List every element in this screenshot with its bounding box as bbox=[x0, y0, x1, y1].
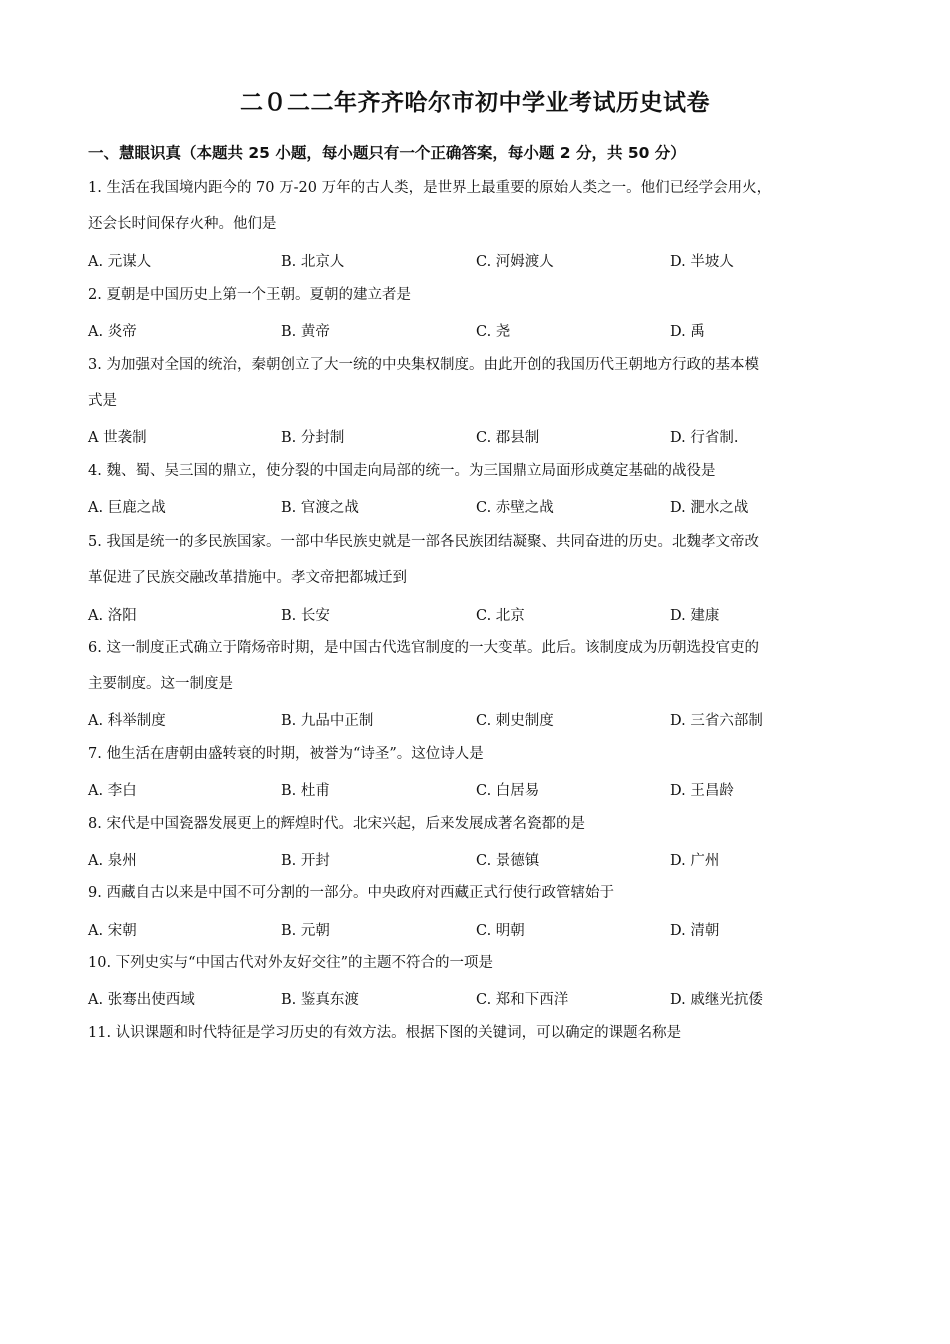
question-5-stem bbox=[88, 524, 863, 596]
question-2-option-a[interactable]: A. 炎帝 bbox=[88, 324, 137, 340]
question-1-line-1: 1. 生活在我国境内距今的 70 万-20 万年的古人类，是世界上最重要的原始人类之一。他们已经学会用火， bbox=[88, 180, 772, 196]
question-8-option-a[interactable]: A. 泉州 bbox=[88, 853, 137, 869]
question-6-option-a[interactable]: A. 科举制度 bbox=[88, 713, 166, 729]
question-1-option-c[interactable]: C. 河姆渡人 bbox=[476, 254, 554, 270]
question-3-stem bbox=[88, 347, 863, 419]
question-3-line-1: 3. 为加强对全国的统治，秦朝创立了大一统的中央集权制度。由此开创的我国历代王朝地方行政的基本模 bbox=[88, 357, 759, 373]
question-9-option-d[interactable]: D. 清朝 bbox=[670, 923, 720, 939]
question-5-line-1: 5. 我国是统一的多民族国家。一部中华民族史就是一部各民族团结凝聚、共同奋进的历史。北魏孝文帝改 bbox=[88, 534, 759, 550]
question-7-stem bbox=[88, 736, 863, 772]
question-7-line-1: 7. 他生活在唐朝由盛转衰的时期，被誉为“诗圣”。这位诗人是 bbox=[88, 746, 484, 762]
question-3-option-b[interactable]: B. 分封制 bbox=[281, 430, 345, 446]
question-4-option-c[interactable]: C. 赤壁之战 bbox=[476, 500, 554, 516]
section-heading: 一、慧眼识真（本题共 25 小题，每小题只有一个正确答案，每小题 2 分，共 50 分） bbox=[88, 144, 686, 162]
question-8-option-d[interactable]: D. 广州 bbox=[670, 853, 720, 869]
question-9-stem bbox=[88, 875, 863, 911]
question-8-option-b[interactable]: B. 开封 bbox=[281, 853, 330, 869]
question-5-option-b[interactable]: B. 长安 bbox=[281, 608, 330, 624]
question-4-option-d[interactable]: D. 淝水之战 bbox=[670, 500, 749, 516]
question-10-stem bbox=[88, 945, 863, 981]
question-3-option-a[interactable]: A 世袭制 bbox=[88, 430, 147, 446]
question-1-option-a[interactable]: A. 元谋人 bbox=[88, 254, 152, 270]
question-10-option-d[interactable]: D. 戚继光抗倭 bbox=[670, 992, 763, 1008]
question-8-stem bbox=[88, 806, 863, 842]
question-6-option-b[interactable]: B. 九品中正制 bbox=[281, 713, 374, 729]
question-1-options bbox=[88, 250, 868, 274]
question-8-option-c[interactable]: C. 景德镇 bbox=[476, 853, 540, 869]
question-2-option-c[interactable]: C. 尧 bbox=[476, 324, 511, 340]
question-4-option-b[interactable]: B. 官渡之战 bbox=[281, 500, 359, 516]
question-11-line-1: 11. 认识课题和时代特征是学习历史的有效方法。根据下图的关键词，可以确定的课题名称是 bbox=[88, 1025, 682, 1041]
question-11-stem bbox=[88, 1015, 863, 1051]
question-7-option-b[interactable]: B. 杜甫 bbox=[281, 783, 330, 799]
question-3-option-c[interactable]: C. 郡县制 bbox=[476, 430, 540, 446]
question-10-option-c[interactable]: C. 郑和下西洋 bbox=[476, 992, 569, 1008]
question-8-options bbox=[88, 849, 868, 873]
question-2-line-1: 2. 夏朝是中国历史上第一个王朝。夏朝的建立者是 bbox=[88, 287, 411, 303]
question-4-options bbox=[88, 496, 868, 520]
question-1-stem bbox=[88, 170, 863, 242]
question-9-option-b[interactable]: B. 元朝 bbox=[281, 923, 330, 939]
question-9-options bbox=[88, 919, 868, 943]
question-3-line-2: 式是 bbox=[88, 393, 117, 409]
question-5-option-c[interactable]: C. 北京 bbox=[476, 608, 525, 624]
question-6-line-1: 6. 这一制度正式确立于隋炀帝时期，是中国古代选官制度的一大变革。此后。该制度成为历朝选投官吏的 bbox=[88, 640, 759, 656]
question-9-line-1: 9. 西藏自古以来是中国不可分割的一部分。中央政府对西藏正式行使行政管辖始于 bbox=[88, 885, 614, 901]
question-7-option-a[interactable]: A. 李白 bbox=[88, 783, 137, 799]
question-2-stem bbox=[88, 277, 863, 313]
question-6-options bbox=[88, 709, 868, 733]
question-6-line-2: 主要制度。这一制度是 bbox=[88, 676, 233, 692]
question-1-line-2: 还会长时间保存火种。他们是 bbox=[88, 216, 277, 232]
question-4-line-1: 4. 魏、蜀、吴三国的鼎立，使分裂的中国走向局部的统一。为三国鼎立局面形成奠定基础的战役是 bbox=[88, 463, 716, 479]
question-4-stem bbox=[88, 453, 863, 489]
question-2-options bbox=[88, 320, 868, 344]
question-8-line-1: 8. 宋代是中国瓷器发展更上的辉煌时代。北宋兴起，后来发展成著名瓷都的是 bbox=[88, 816, 585, 832]
exam-title: 二０二二年齐齐哈尔市初中学业考试历史试卷 bbox=[240, 90, 710, 116]
question-3-option-d[interactable]: D. 行省制. bbox=[670, 430, 739, 446]
question-2-option-b[interactable]: B. 黄帝 bbox=[281, 324, 330, 340]
question-3-options bbox=[88, 426, 868, 450]
question-1-option-b[interactable]: B. 北京人 bbox=[281, 254, 345, 270]
question-7-option-d[interactable]: D. 王昌龄 bbox=[670, 783, 734, 799]
question-7-options bbox=[88, 779, 868, 803]
question-10-option-b[interactable]: B. 鉴真东渡 bbox=[281, 992, 359, 1008]
question-6-stem bbox=[88, 630, 863, 702]
question-9-option-a[interactable]: A. 宋朝 bbox=[88, 923, 137, 939]
question-7-option-c[interactable]: C. 白居易 bbox=[476, 783, 540, 799]
question-10-option-a[interactable]: A. 张骞出使西域 bbox=[88, 992, 195, 1008]
question-4-option-a[interactable]: A. 巨鹿之战 bbox=[88, 500, 166, 516]
question-5-line-2: 革促进了民族交融改革措施中。孝文帝把都城迁到 bbox=[88, 570, 407, 586]
question-5-option-a[interactable]: A. 洛阳 bbox=[88, 608, 137, 624]
question-6-option-d[interactable]: D. 三省六部制 bbox=[670, 713, 763, 729]
question-5-option-d[interactable]: D. 建康 bbox=[670, 608, 720, 624]
question-6-option-c[interactable]: C. 刺史制度 bbox=[476, 713, 554, 729]
question-5-options bbox=[88, 604, 868, 628]
question-10-line-1: 10. 下列史实与“中国古代对外友好交往”的主题不符合的一项是 bbox=[88, 955, 493, 971]
question-9-option-c[interactable]: C. 明朝 bbox=[476, 923, 525, 939]
question-2-option-d[interactable]: D. 禹 bbox=[670, 324, 705, 340]
question-10-options bbox=[88, 988, 868, 1012]
question-1-option-d[interactable]: D. 半坡人 bbox=[670, 254, 734, 270]
